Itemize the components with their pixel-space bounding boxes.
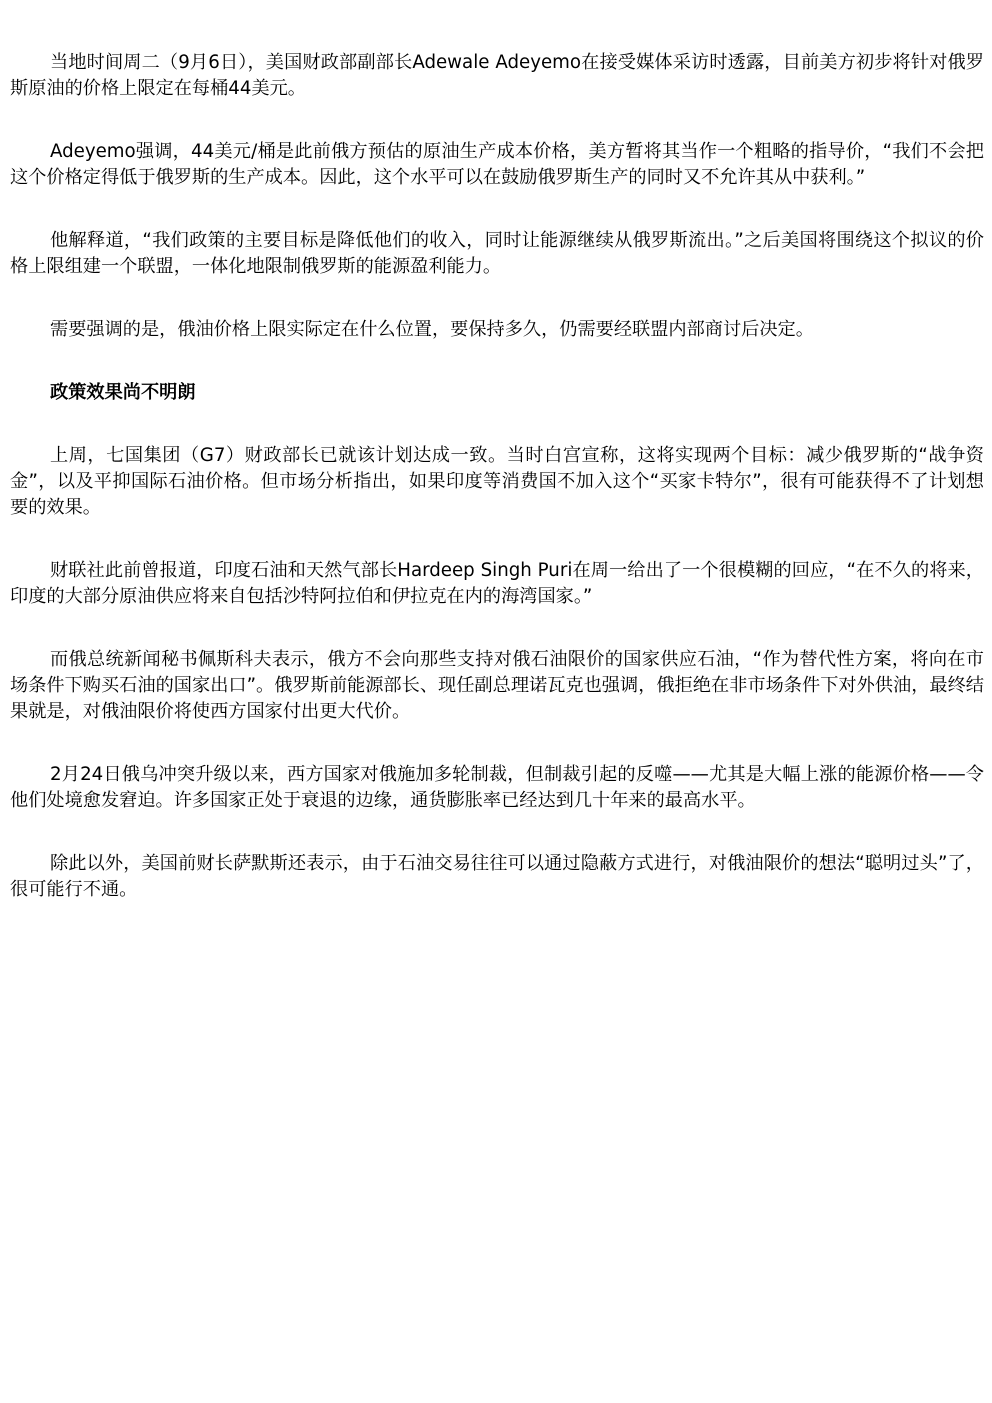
paragraph-7: 而俄总统新闻秘书佩斯科夫表示，俄方不会向那些支持对俄石油限价的国家供应石油，“作为替代性方案，将向在市场条件下购买石油的国家出口”。俄罗斯前能源部长、现任副总理诺瓦克也强调，俄拒绝在非市场条件下对外供油，最终结果就是，对俄油限价将使西方国家付出更大代价。 xyxy=(10,649,984,722)
paragraph-3: 他解释道，“我们政策的主要目标是降低他们的收入，同时让能源继续从俄罗斯流出。”之后美国将围绕这个拟议的价格上限组建一个联盟，一体化地限制俄罗斯的能源盈利能力。 xyxy=(10,230,984,277)
paragraph-8: 2月24日俄乌冲突升级以来，西方国家对俄施加多轮制裁，但制裁引起的反噬——尤其是大幅上涨的能源价格——令他们处境愈发窘迫。许多国家正处于衰退的边缘，通货膨胀率已经达到几十年来的最高水平。 xyxy=(10,764,984,811)
paragraph-4: 需要强调的是，俄油价格上限实际定在什么位置，要保持多久，仍需要经联盟内部商讨后决定。 xyxy=(50,319,814,340)
paragraph-6: 财联社此前曾报道，印度石油和天然气部长Hardeep Singh Puri在周一给出了一个很模糊的回应，“在不久的将来，印度的大部分原油供应将来自包括沙特阿拉伯和伊拉克在内的海湾国家。” xyxy=(10,560,984,607)
paragraph-5: 上周，七国集团（G7）财政部长已就该计划达成一致。当时白宫宣称，这将实现两个目标：减少俄罗斯的“战争资金”，以及平抑国际石油价格。但市场分析指出，如果印度等消费国不加入这个“买家卡特尔”，很有可能获得不了计划想要的效果。 xyxy=(10,445,984,518)
paragraph-9: 除此以外，美国前财长萨默斯还表示，由于石油交易往往可以通过隐蔽方式进行，对俄油限价的想法“聪明过头”了，很可能行不通。 xyxy=(10,853,984,900)
paragraph-2: Adeyemo强调，44美元/桶是此前俄方预估的原油生产成本价格，美方暂将其当作一个粗略的指导价，“我们不会把这个价格定得低于俄罗斯的生产成本。因此，这个水平可以在鼓励俄罗斯生产的同时又不允许其从中获利。” xyxy=(10,141,984,188)
paragraph-1: 当地时间周二（9月6日），美国财政部副部长Adewale Adeyemo在接受媒体采访时透露，目前美方初步将针对俄罗斯原油的价格上限定在每桶44美元。 xyxy=(10,52,984,99)
document-body xyxy=(10,50,984,940)
section-heading: 政策效果尚不明朗 xyxy=(50,382,196,403)
